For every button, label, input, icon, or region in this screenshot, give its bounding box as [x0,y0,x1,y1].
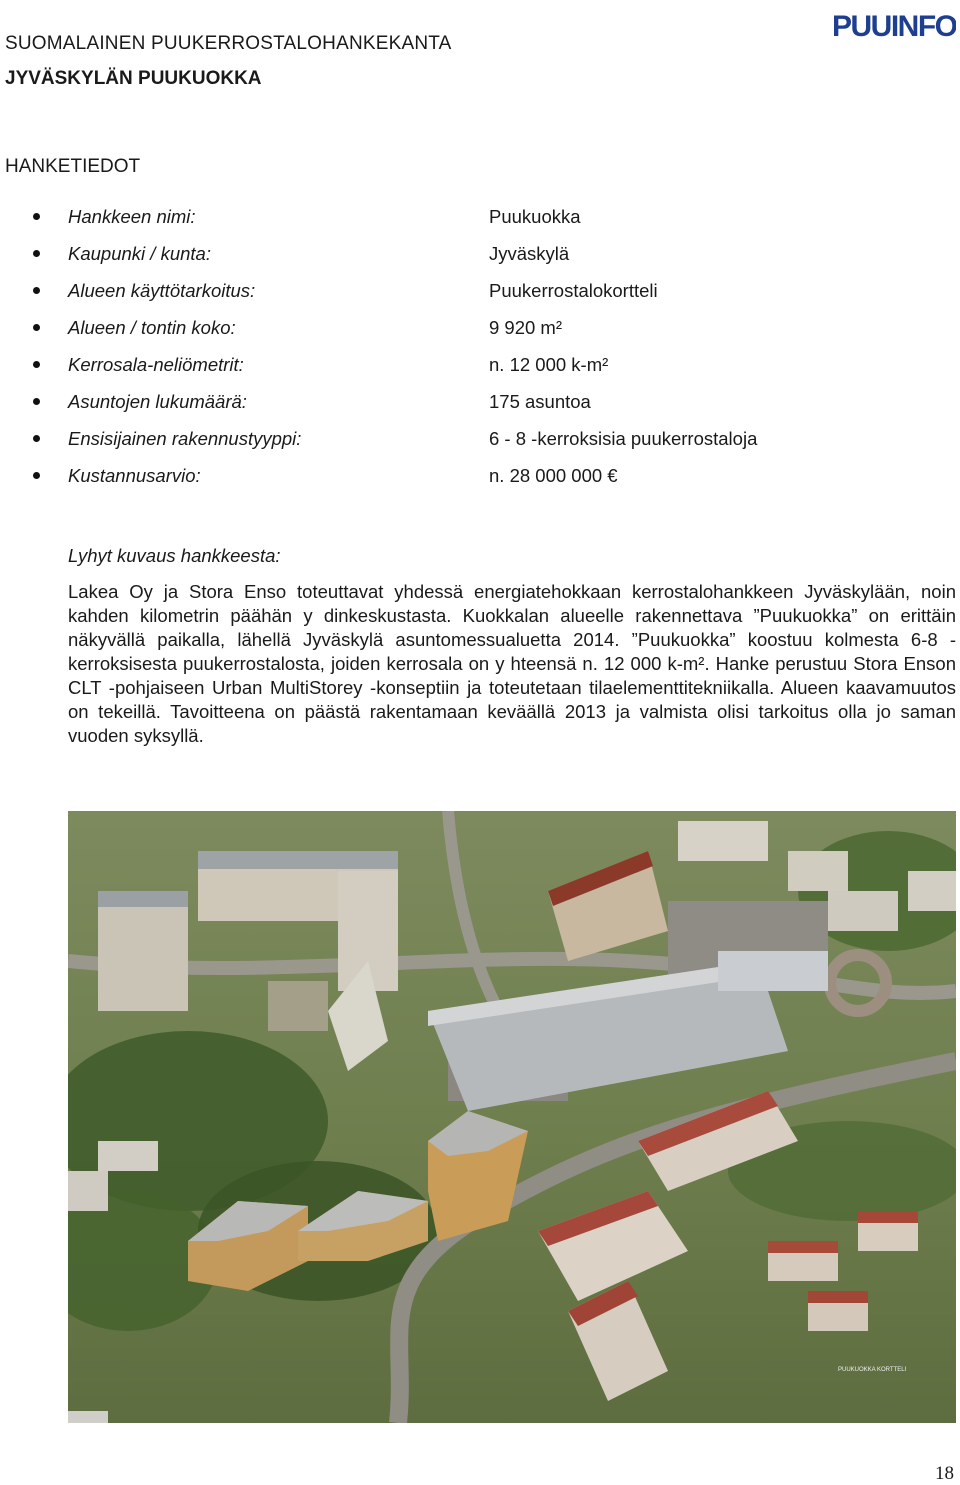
fact-item [0,426,960,456]
bullet-icon [33,398,40,405]
fact-label: Ensisijainen rakennustyyppi: [68,428,302,449]
fact-value: 9 920 m² [489,317,563,338]
puuinfo-logo [832,8,956,42]
svg-text:PUUINFO: PUUINFO [832,10,956,42]
bullet-icon [33,287,40,294]
fact-item [0,352,960,382]
fact-item [0,315,960,345]
fact-value: 175 asuntoa [489,391,591,412]
bullet-icon [33,324,40,331]
description-body: Lakea Oy ja Stora Enso toteuttavat yhdessä energiatehokkaan kerrostalohankkeen Jyväskylään, noin kahden kilometrin päähän y dinkeskustasta. Kuokkalan alueelle rakennettava ”Puukuokka” on erittäin näkyvällä paikalla, lähellä Jyväskylä asuntomessualuetta 2014. ”Puukuokka” koostuu kolmesta 6-8 -kerroksisesta puukerrostalosta, joiden kerrosala on y hteensä n. 12 000 k-m². Hanke perustuu Stora Enson CLT -pohjaiseen Urban MultiStorey -konseptiin ja toteutetaan tilaelementtitekniikalla. Alueen kaavamuutos on tekeillä. Tavoitteena on päästä rakentamaan keväällä 2013 ja valmista olisi tarkoitus olla jo saman vuoden syksyllä. [68,581,956,746]
fact-label: Kerrosala-neliömetrit: [68,354,244,375]
fact-label: Kaupunki / kunta: [68,243,211,264]
fact-value: Jyväskylä [489,243,570,264]
document-header-title: JYVÄSKYLÄN PUUKUOKKA [5,68,262,89]
description-title: Lyhyt kuvaus hankkeesta: [68,545,281,566]
fact-item [0,463,960,493]
section-title: HANKETIEDOT [5,156,141,177]
page-number: 18 [935,1463,954,1484]
fact-label: Hankkeen nimi: [68,206,196,227]
aerial-photo-puukuokka [68,811,956,1423]
fact-item [0,389,960,419]
fact-label: Alueen käyttötarkoitus: [68,280,256,301]
bullet-icon [33,472,40,479]
fact-label: Asuntojen lukumäärä: [68,391,247,412]
fact-value: 6 - 8 -kerroksisia puukerrostaloja [489,428,758,449]
fact-item [0,278,960,308]
bullet-icon [33,361,40,368]
bullet-icon [33,435,40,442]
bullet-icon [33,213,40,220]
fact-value: n. 28 000 000 € [489,465,618,486]
fact-item [0,204,960,234]
svg-text:PUUKUOKKA KORTTELI: PUUKUOKKA KORTTELI [838,1367,907,1373]
fact-label: Kustannusarvio: [68,465,201,486]
document-header-series: SUOMALAINEN PUUKERROSTALOHANKEKANTA [5,33,452,54]
fact-value: n. 12 000 k-m² [489,354,609,375]
fact-value: Puukuokka [489,206,581,227]
bullet-icon [33,250,40,257]
fact-value: Puukerrostalokortteli [489,280,658,301]
fact-item [0,241,960,271]
fact-label: Alueen / tontin koko: [68,317,236,338]
